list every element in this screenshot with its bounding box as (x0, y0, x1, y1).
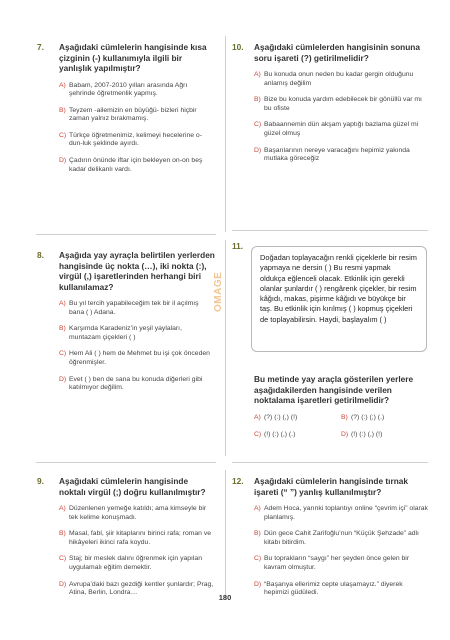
column-divider-top (225, 36, 226, 232)
option-c[interactable]: C) Babaannemin dün akşam yaptığı bazlama güzel mi güzel olmuş (254, 121, 419, 137)
question-stem: Aşağıdaki cümlelerden hangisinin sonuna soru işareti (?) getirilmelidir? (254, 42, 420, 63)
question-number: 8. (37, 250, 44, 260)
option-b[interactable]: B) Masal, fabl, şiir kitaplarını birinci rafa; roman ve hikâyeleri ikinci rafa koydu. (59, 530, 212, 546)
question-number: 7. (37, 42, 44, 52)
reading-passage: Doğadan toplayacağın renkli çiçeklerle bir resim yapmaya ne dersin ( ) Bu resmi yapmak oldukça eğlenceli olacak. Etkinlik için gerekli olanlar şunlardır ( ) rengârenk çiçekler, bir resim kâğıdı, makas, pişirme kâğıdı ve büyükçe bir taş. Bu etkinlik için kırılmış ( ) kopmuş çiçekleri de toplayabilirsin. Haydi, başlayalım ( ) (260, 253, 417, 324)
row-divider-right-bottom (232, 462, 428, 463)
reading-passage-box (251, 246, 427, 352)
option-b[interactable]: B) (?) (:) (;) (.) (341, 413, 385, 421)
option-b[interactable]: B) Bize bu konuda yardım edebilecek bir gönüllü var mı bu ofiste (254, 96, 422, 112)
question-number: 11. (232, 241, 244, 251)
option-a[interactable]: A) Bu yıl tercih yapabileceğim tek bir il açılmış bana ( ) Adana. (59, 300, 199, 316)
question-7 (37, 42, 215, 174)
page-number: 180 (218, 593, 232, 602)
question-9 (37, 476, 215, 598)
row-divider-right-top (232, 230, 428, 231)
column-divider-bottom (225, 470, 226, 600)
question-number: 10. (232, 42, 244, 52)
option-d[interactable]: D) (!) (:) (,) (!) (341, 430, 383, 438)
option-d[interactable]: D) Evet ( ) ben de sana bu konuda diğerleri gibi katılmıyor değilim. (59, 375, 203, 392)
column-divider-middle (225, 240, 226, 456)
option-d[interactable]: D) Çadırın önünde iftar için bekleyen on-on beş kadar delikanlı vardı. (59, 157, 203, 173)
question-number: 9. (37, 476, 44, 486)
option-a[interactable]: A) Bu konuda onun neden bu kadar gergin olduğunu anlamış değilim (254, 71, 414, 87)
option-b[interactable]: B) Teyzem -ailemizin en büyüğü- bizleri hiçbir zaman yalnız bırakmamış. (59, 106, 197, 123)
question-10 (232, 42, 428, 164)
option-c[interactable]: C) Hem Ali ( ) hem de Mehmet bu işi çok önceden öğrenmişler. (59, 350, 210, 366)
option-a[interactable]: A) Düzenlenen yemeğe katıldı; ama kimseyle bir tek kelime konuşmadı. (59, 505, 207, 521)
row-divider-left-bottom (36, 462, 216, 463)
question-11 (232, 374, 428, 438)
option-b[interactable]: B) Dün gece Cahit Zarifoğlu’nun “Küçük Şehzade” adlı kitabı bitirdim. (254, 530, 419, 546)
option-c[interactable]: C) Staj; bir meslek dalını öğrenmek için yapılan uygulamalı eğitim demektir. (59, 555, 202, 571)
publisher-watermark: OMAGE (213, 271, 224, 312)
option-a[interactable]: A) Adem Hoca, yarınki toplantıyı online “çevrim içi” olarak planlamış. (254, 505, 428, 521)
question-8 (37, 250, 215, 393)
option-b[interactable]: B) Karşımda Karadeniz’in yeşil yaylaları, muntazam çiçekleri ( ) (59, 325, 182, 341)
question-stem: Aşağıdaki cümlelerin hangisinde noktalı virgül (;) doğru kullanılmıştır? (59, 476, 206, 497)
question-stem: Aşağıdaki cümlelerin hangisinde kısa çizginin (-) kullanımıyla ilgili bir yanlışlık yapılmıştır? (59, 42, 207, 73)
question-stem: Aşağıda yay ayraçla belirtilen yerlerden hangisinde üç nokta (…), iki nokta (:), virgül (,) işaretlerinden herhangi biri kullanılamaz? (59, 250, 215, 292)
question-stem: Aşağıdaki cümlelerin hangisinde tırnak işareti (“ ”) yanlış kullanılmıştır? (254, 476, 408, 497)
option-c[interactable]: C) (!) (:) (,) (.) (254, 430, 296, 438)
question-11-number (232, 236, 243, 254)
question-12 (232, 476, 428, 598)
option-c[interactable]: C) Türkçe öğretmenimiz, kelimeyi hecelerine o-dun-luk şeklinde ayırdı. (59, 131, 202, 148)
question-stem: Bu metinde yay araçla gösterilen yerlere aşağıdakilerden hangisinde verilen noktalama işaretleri getirilmelidir? (254, 374, 414, 405)
row-divider-left-top (36, 234, 216, 235)
option-a[interactable]: A) Babam, 2007-2010 yılları arasında Ağrı şehrinde öğretmenlik yapmış. (59, 81, 188, 98)
option-d[interactable]: D) Başarılarının nereye varacağını hepimiz yakında mutlaka göreceğiz (254, 146, 410, 163)
option-d[interactable]: D) Avrupa’daki bazı gezdiği kentler şunlardır; Prag, Atina, Berlin, Londra… (59, 580, 214, 597)
option-a[interactable]: A) (?) (:) (,) (!) (254, 413, 298, 421)
option-d[interactable]: D) “Başarıya ellerimiz cepte ulaşamayız.” diyerek hepimizi güdüledi. (254, 580, 403, 597)
option-c[interactable]: C) Bu toprakların “saygı” her şeyden önce gelen bir kavram olmuştur. (254, 555, 410, 571)
question-number: 12. (232, 476, 244, 486)
